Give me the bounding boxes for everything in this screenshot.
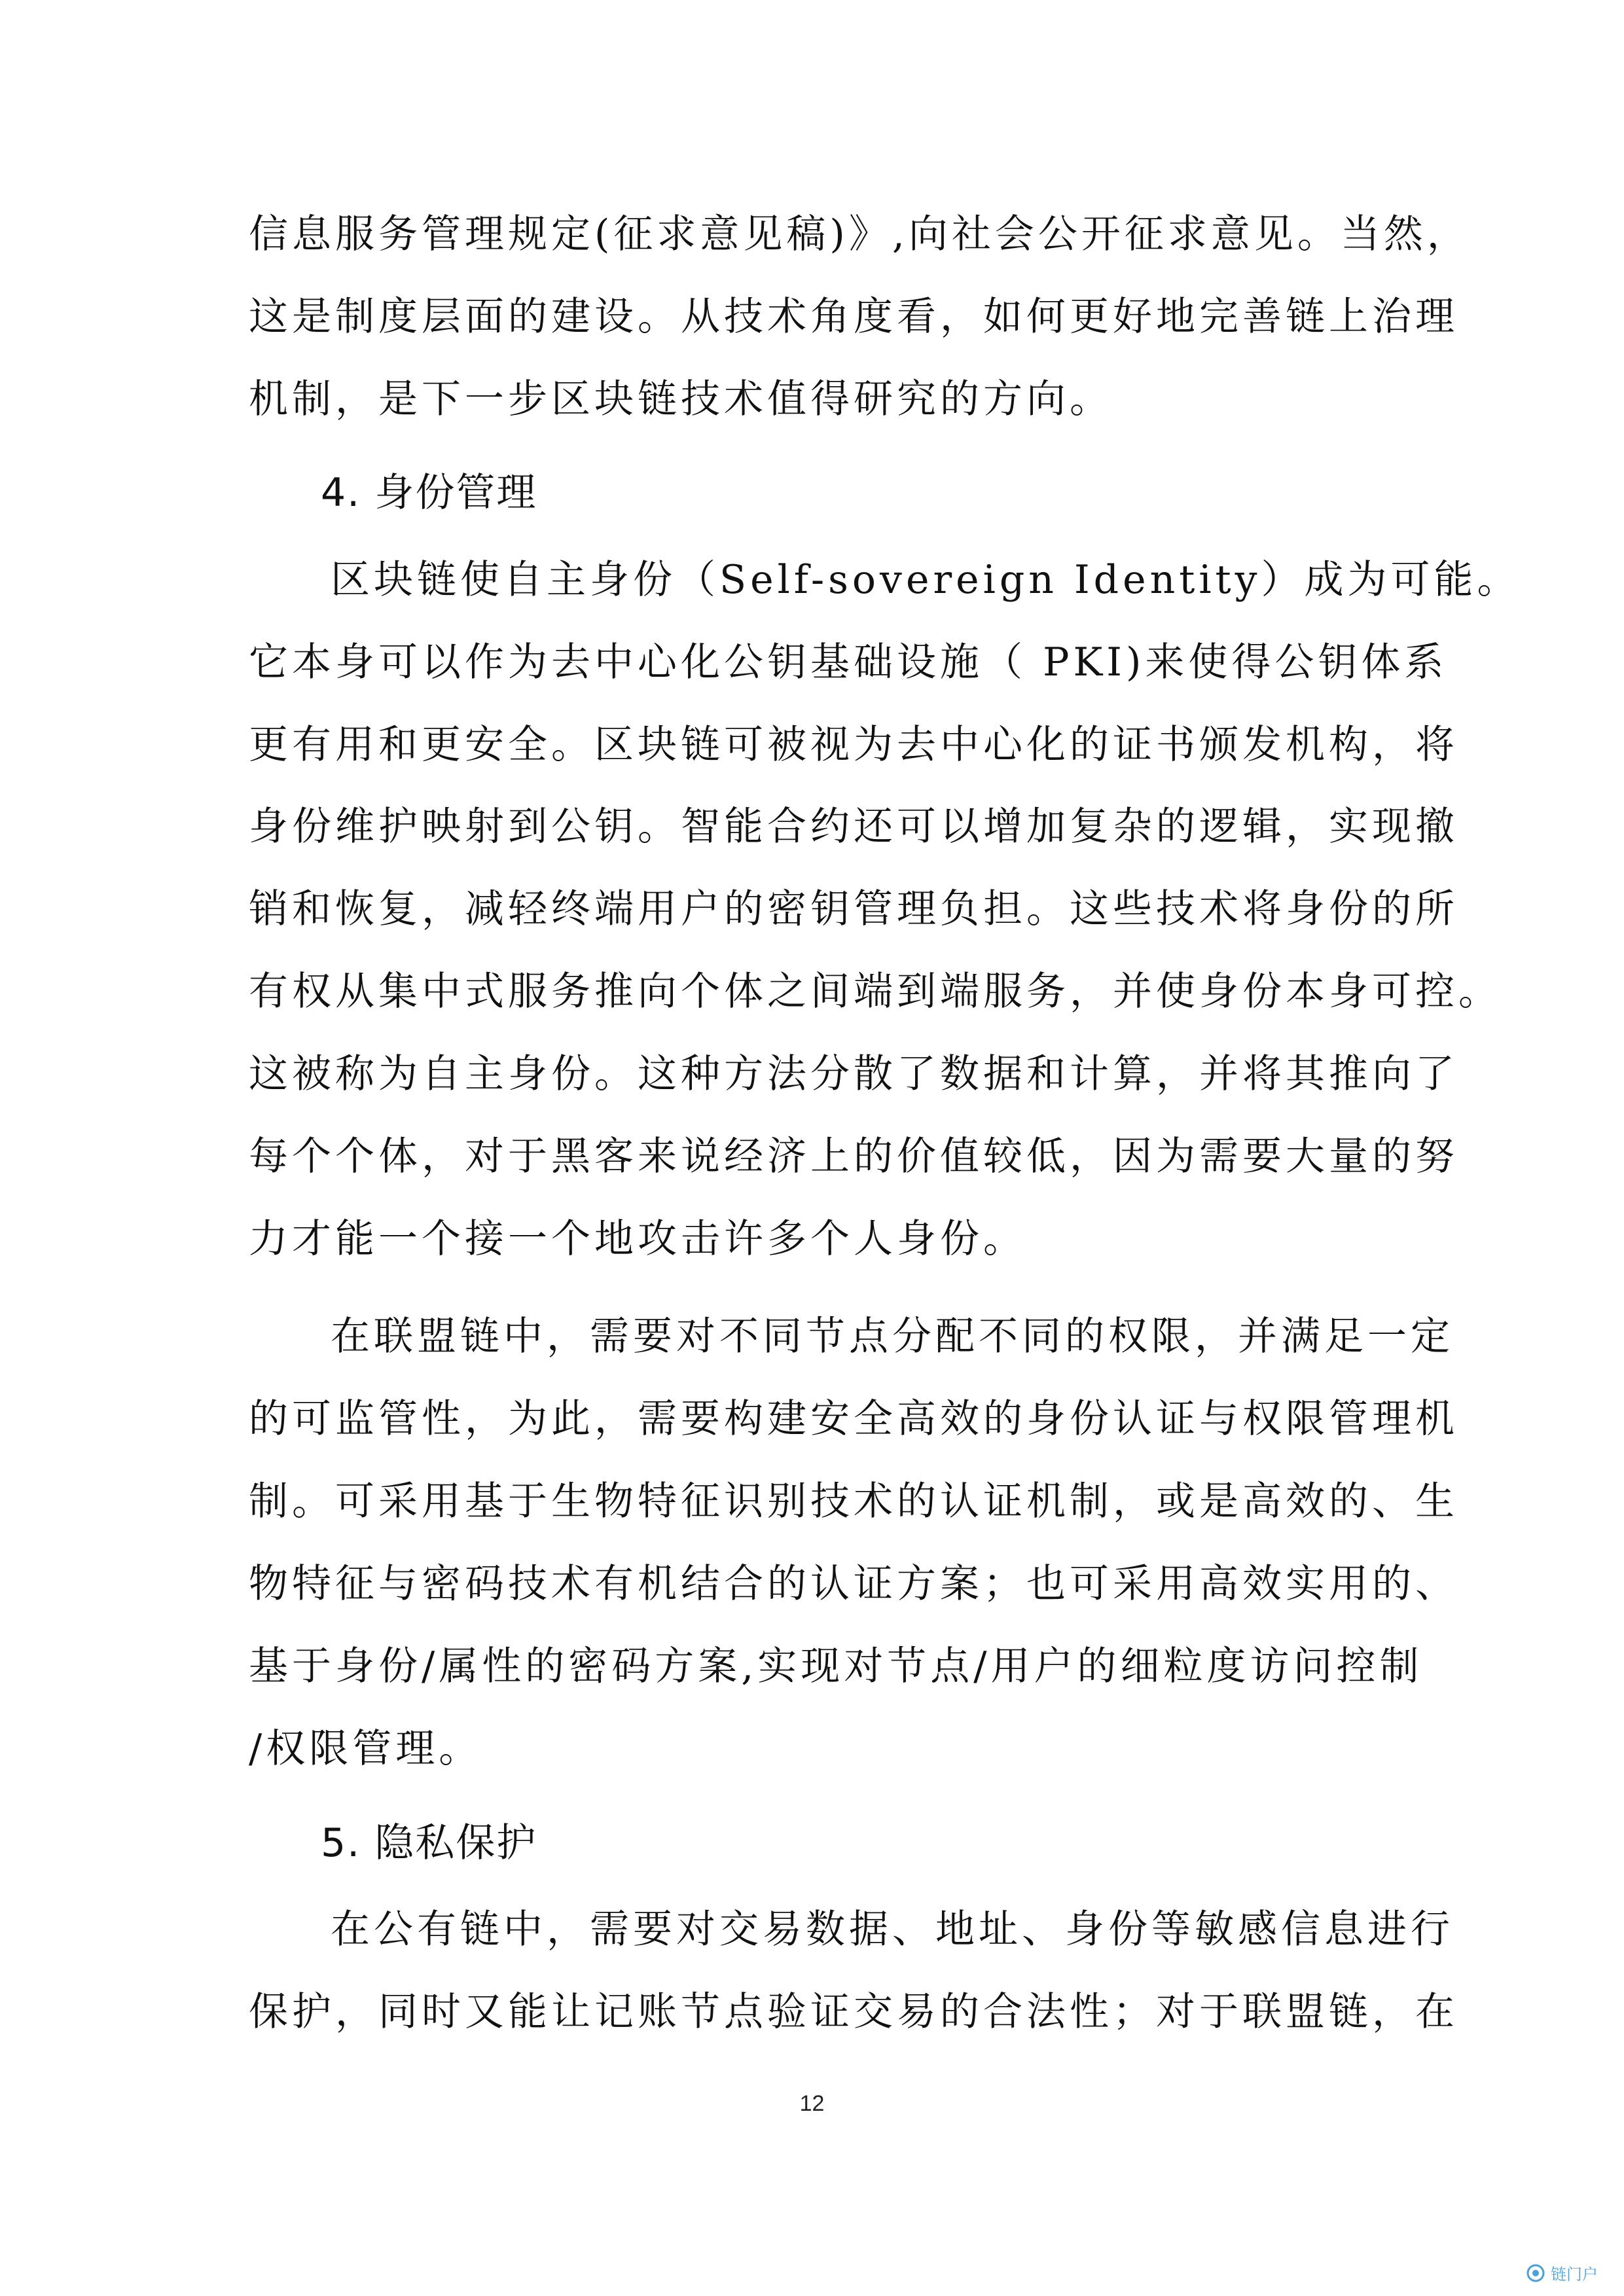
paragraph-line: 制。可采用基于生物特征识别技术的认证机制，或是高效的、生 [249, 1479, 1458, 1524]
paragraph-line: /权限管理。 [249, 1726, 482, 1772]
paragraph-line: 信息服务管理规定(征求意见稿)》,向社会公开征求意见。当然， [249, 211, 1470, 257]
logo-icon [1526, 2263, 1545, 2283]
paragraph-line: 机制，是下一步区块链技术值得研究的方向。 [249, 376, 1113, 422]
page-number: 12 [799, 2091, 825, 2116]
section-heading-identity-management: 4. 身份管理 [321, 470, 537, 516]
paragraph-line: 在联盟链中，需要对不同节点分配不同的权限，并满足一定 [331, 1314, 1454, 1359]
paragraph-line: 区块链使自主身份（Self-sovereign Identity）成为可能。 [331, 557, 1521, 603]
paragraph-line: 它本身可以作为去中心化公钥基础设施（ PKI)来使得公钥体系 [249, 639, 1448, 685]
paragraph-line: 这被称为自主身份。这种方法分散了数据和计算，并将其推向了 [249, 1051, 1458, 1097]
paragraph-line: 身份维护映射到公钥。智能合约还可以增加复杂的逻辑，实现撤 [249, 804, 1458, 850]
section-heading-privacy-protection: 5. 隐私保护 [321, 1820, 537, 1866]
paragraph-line: 物特征与密码技术有机结合的认证方案；也可采用高效实用的、 [249, 1561, 1458, 1607]
paragraph-line: 有权从集中式服务推向个体之间端到端服务，并使身份本身可控。 [249, 969, 1502, 1014]
paragraph-line: 力才能一个接一个地攻击许多个人身份。 [249, 1216, 1026, 1262]
paragraph-line: 每个个体，对于黑客来说经济上的价值较低，因为需要大量的努 [249, 1134, 1458, 1179]
paragraph-line: 的可监管性，为此，需要构建安全高效的身份认证与权限管理机 [249, 1396, 1458, 1442]
paragraph-line: 这是制度层面的建设。从技术角度看，如何更好地完善链上治理 [249, 294, 1458, 340]
watermark-logo [1526, 2261, 1598, 2284]
watermark-text: 链门户 [1551, 2265, 1598, 2284]
paragraph-line: 更有用和更安全。区块链可被视为去中心化的证书颁发机构，将 [249, 722, 1458, 768]
paragraph-line: 基于身份/属性的密码方案,实现对节点/用户的细粒度访问控制 [249, 1643, 1423, 1689]
paragraph-line: 在公有链中，需要对交易数据、地址、身份等敏感信息进行 [331, 1907, 1454, 1952]
paragraph-line: 销和恢复，减轻终端用户的密钥管理负担。这些技术将身份的所 [249, 886, 1458, 932]
paragraph-line: 保护，同时又能让记账节点验证交易的合法性；对于联盟链，在 [249, 1989, 1458, 2035]
